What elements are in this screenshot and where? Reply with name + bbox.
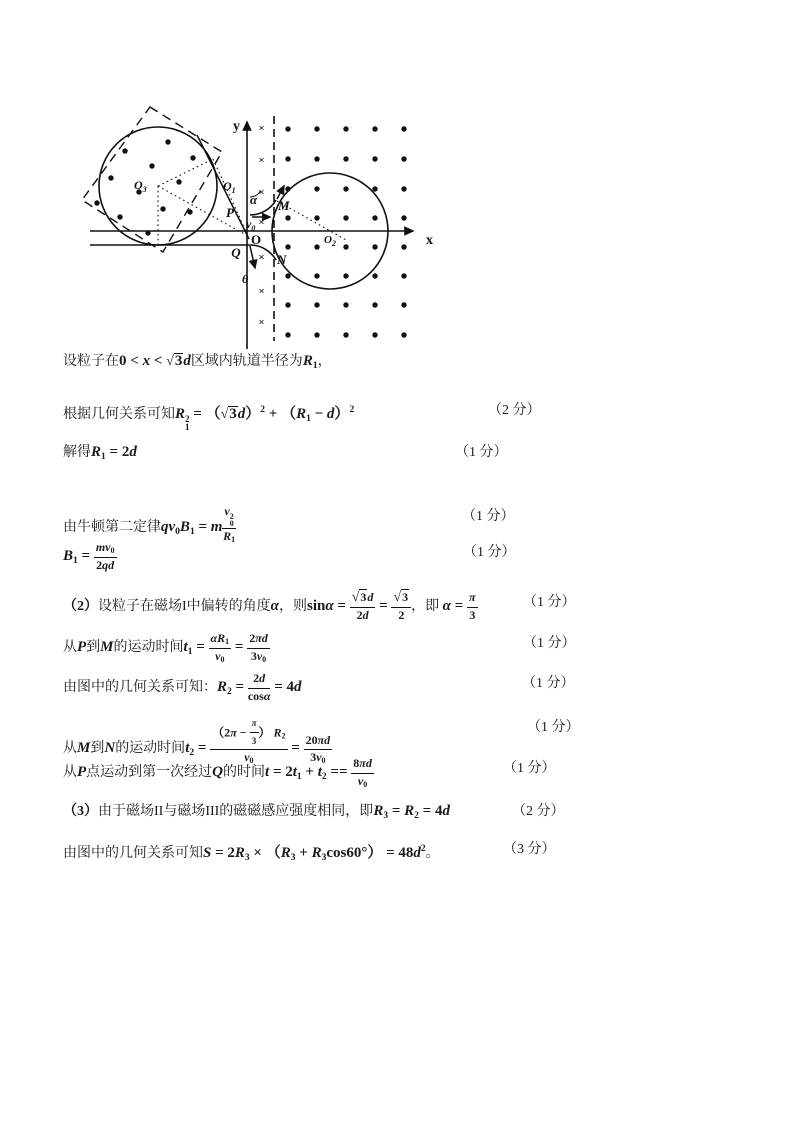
formula-token: v xyxy=(215,648,221,663)
formula-token: 2 xyxy=(349,405,355,415)
formula-token: 到 xyxy=(90,741,105,757)
formula-token: R xyxy=(373,803,384,819)
formula-token: 3 xyxy=(469,607,476,622)
score-badge: （2 分） xyxy=(488,403,541,418)
formula-token: 设粒子在 xyxy=(63,354,119,369)
formula-token: 2 xyxy=(398,607,405,622)
formula-token: 2 xyxy=(260,405,266,415)
formula-token: = xyxy=(287,740,304,757)
formula-token: d xyxy=(362,607,369,622)
solution-line-content xyxy=(63,590,478,622)
score-badge: （1 分） xyxy=(455,445,508,460)
formula-token: 从 xyxy=(63,639,77,655)
o3-label: $O_3$ xyxy=(134,178,147,194)
formula-token: π xyxy=(255,631,262,645)
formula-token: v xyxy=(256,648,263,663)
formula-token: m xyxy=(95,540,106,554)
formula-token: = xyxy=(192,638,209,655)
formula-token xyxy=(94,541,117,573)
score-badge: （1 分） xyxy=(527,720,580,735)
formula-token: = xyxy=(194,740,211,757)
formula-token: M xyxy=(100,638,114,655)
formula-token: 1 xyxy=(189,526,195,537)
formula-token: 的时间 xyxy=(223,764,266,780)
formula-token: √3 xyxy=(166,353,183,369)
formula-token: 3 xyxy=(321,853,327,863)
solution-line xyxy=(63,800,763,828)
formula-token: 从 xyxy=(63,764,77,780)
formula-token: 3 xyxy=(310,750,317,765)
formula-token: R xyxy=(91,444,102,460)
formula-token: α xyxy=(442,597,451,614)
solution-line-content xyxy=(63,445,137,460)
formula-token: 到 xyxy=(86,639,101,655)
formula-token: t xyxy=(292,763,297,780)
formula-token xyxy=(222,505,235,545)
formula-token xyxy=(350,591,376,623)
formula-token: 0 xyxy=(249,756,254,766)
formula-token: 1 xyxy=(101,452,106,462)
formula-token: × （ xyxy=(249,845,281,861)
formula-token: 2 xyxy=(414,811,419,821)
formula-token: + xyxy=(301,763,318,780)
formula-token: q xyxy=(161,518,169,535)
formula-token: d xyxy=(326,406,335,422)
formula-token: 区域内轨道半径为 xyxy=(190,354,303,369)
formula-token: ） xyxy=(334,406,350,422)
formula-token: d xyxy=(183,353,191,369)
solution-line xyxy=(63,632,763,664)
formula-token: + （ xyxy=(265,406,297,422)
formula-token: 的运动时间 xyxy=(113,639,184,655)
formula-token: 3 xyxy=(290,853,296,863)
formula-token: < xyxy=(150,353,167,369)
formula-token: 2 xyxy=(227,686,232,697)
formula-token: （2） xyxy=(63,598,98,614)
formula-token: 由图中的几何关系可知： xyxy=(63,679,217,695)
solution-line-content xyxy=(63,504,236,544)
formula-token: sin xyxy=(306,597,326,614)
formula-token: α xyxy=(325,597,334,614)
formula-token: 0 xyxy=(321,756,326,766)
score-badge: （1 分） xyxy=(503,761,556,776)
formula-token: t xyxy=(265,763,270,780)
formula-token: R xyxy=(311,845,322,861)
formula-token: d xyxy=(237,406,246,422)
formula-token: 1 xyxy=(225,637,230,646)
formula-token: cos xyxy=(247,688,264,703)
solution-line-content xyxy=(63,804,450,819)
theta-label: θ xyxy=(242,272,249,286)
formula-token: v xyxy=(105,540,111,554)
formula-token: 3 xyxy=(383,811,389,821)
formula-token: B xyxy=(63,547,74,564)
formula-token: π xyxy=(251,718,257,728)
formula-token: 点运动到第一次经过 xyxy=(86,764,213,780)
formula-token: = 2 xyxy=(211,845,235,861)
formula-token: 2 0 xyxy=(229,512,234,528)
formula-token: α xyxy=(210,631,218,645)
formula-token: 由牛顿第二定律 xyxy=(63,519,161,535)
field-in-cross: × xyxy=(258,216,265,229)
formula-token: π xyxy=(230,725,237,740)
formula-token: d xyxy=(108,557,115,572)
solution-line xyxy=(63,672,763,704)
solution-line xyxy=(63,505,763,545)
formula-token: = xyxy=(375,597,392,614)
formula-token: R xyxy=(234,845,245,861)
formula-token: 3 xyxy=(174,353,183,369)
point-q-label: Q xyxy=(231,245,241,260)
formula-token: v xyxy=(316,750,322,765)
formula-token: = 4 xyxy=(418,803,443,819)
formula-token: x xyxy=(142,353,151,369)
score-badge: （1 分） xyxy=(523,595,576,610)
formula-token: v xyxy=(357,773,364,788)
formula-token: 。 xyxy=(425,846,440,861)
formula-token: 1 xyxy=(73,555,78,566)
formula-token: t xyxy=(317,763,322,780)
field-in-cross: × xyxy=(258,316,265,329)
formula-token: − xyxy=(310,406,327,422)
formula-token: 1 xyxy=(296,771,302,782)
formula-token: R xyxy=(280,845,291,861)
y-axis-label: y xyxy=(233,119,240,134)
formula-token xyxy=(351,757,374,789)
formula-token: √3 xyxy=(351,590,367,605)
origin-label: O xyxy=(251,232,262,247)
formula-token: v xyxy=(168,518,176,535)
o1-label: $O_1$ xyxy=(223,179,236,195)
formula-token: P xyxy=(77,763,87,780)
formula-token: √3 xyxy=(393,590,409,605)
alpha-label: α xyxy=(250,192,258,207)
formula-token: √3 xyxy=(220,406,237,422)
formula-token: m xyxy=(210,518,223,535)
formula-token xyxy=(467,591,478,623)
formula-token: 1 xyxy=(312,361,318,371)
solution-line-content xyxy=(63,756,374,789)
formula-token: π xyxy=(359,756,366,770)
formula-token: B xyxy=(179,518,190,535)
field-in-cross: × xyxy=(258,122,265,135)
formula-token: R xyxy=(296,406,307,422)
formula-token: Q xyxy=(212,763,224,780)
formula-token: d xyxy=(413,845,421,861)
formula-token: 2 xyxy=(420,844,426,854)
formula-token: d xyxy=(365,756,372,770)
formula-token: = xyxy=(450,597,468,614)
formula-token: 3 xyxy=(360,590,367,604)
formula-token: 0 xyxy=(363,779,368,789)
formula-token: π xyxy=(317,732,325,747)
formula-token xyxy=(247,632,270,664)
formula-token: d xyxy=(367,590,374,604)
solution-line xyxy=(63,757,763,789)
formula-token: 设粒子在磁场I中偏转的角度 xyxy=(98,598,271,614)
formula-token: S xyxy=(203,845,212,861)
formula-token: d xyxy=(324,732,331,747)
formula-token: （2 xyxy=(212,725,231,740)
formula-token: 3 xyxy=(251,735,257,746)
formula-token: = xyxy=(194,518,211,535)
formula-token: = 2 xyxy=(269,763,293,780)
formula-token: 2 xyxy=(249,631,256,645)
formula-token: 3 xyxy=(250,648,257,663)
solution-line-content xyxy=(63,846,440,861)
solution-line xyxy=(63,591,763,623)
field-in-cross: × xyxy=(258,285,265,298)
formula-token: R xyxy=(217,631,226,645)
formula-token: ，即 xyxy=(411,598,443,614)
formula-token: 由图中的几何关系可知 xyxy=(63,846,203,861)
formula-token: 0 xyxy=(262,654,267,664)
formula-token: 8 xyxy=(353,756,360,770)
score-badge: （1 分） xyxy=(522,676,575,691)
formula-token: 从 xyxy=(63,741,77,757)
solution-line xyxy=(63,350,763,378)
formula-token xyxy=(250,716,259,748)
solution-line xyxy=(63,541,763,573)
formula-token: 2 xyxy=(189,748,195,759)
solution-line-content xyxy=(63,540,117,572)
formula-token: 3 xyxy=(402,590,409,604)
formula-token: 0 < xyxy=(119,353,143,369)
formula-token: v xyxy=(244,750,250,765)
formula-token: 2 1 xyxy=(185,414,190,432)
solution-line-content xyxy=(63,718,332,766)
formula-token: = xyxy=(231,678,248,695)
formula-token: α xyxy=(270,597,279,614)
formula-token: ） xyxy=(245,406,261,422)
formula-token: 2 xyxy=(356,607,363,622)
formula-token: d xyxy=(442,803,450,819)
formula-token xyxy=(209,632,232,664)
formula-token: P xyxy=(77,638,87,655)
formula-token xyxy=(248,672,271,704)
formula-token: = 2 xyxy=(105,444,130,460)
formula-token: 0 xyxy=(220,654,225,664)
field-in-cross: × xyxy=(258,186,265,199)
formula-token: M xyxy=(77,740,91,757)
solution-line-content xyxy=(63,405,355,432)
field-in-cross: × xyxy=(258,154,265,167)
formula-token: == xyxy=(326,763,352,780)
formula-token: cos60°） = 48 xyxy=(326,845,414,861)
formula-token: − xyxy=(236,725,250,740)
formula-token: 20 xyxy=(305,732,318,747)
solution-line-content xyxy=(63,671,302,703)
formula-token: = 4 xyxy=(270,678,295,695)
formula-token: = xyxy=(333,597,350,614)
formula-token: α xyxy=(263,688,271,703)
formula-token: 3 xyxy=(244,853,250,863)
formula-token: 2 xyxy=(96,557,103,572)
solution-line-content xyxy=(63,631,270,664)
formula-token: 1 xyxy=(306,414,311,424)
formula-token: 根据几何关系可知 xyxy=(63,407,175,422)
point-m-label: M xyxy=(278,198,290,213)
score-badge: （1 分） xyxy=(523,636,576,651)
formula-token: 由于磁场II与磁场III的磁磁感应强度相同，即 xyxy=(98,804,374,819)
formula-token: = xyxy=(77,547,94,564)
x-axis-label: x xyxy=(426,233,433,248)
formula-token: 0 xyxy=(110,546,115,555)
score-badge: （1 分） xyxy=(462,509,515,524)
point-p-label: P xyxy=(226,205,234,220)
formula-token: R xyxy=(223,529,232,543)
formula-token: 0 xyxy=(175,526,180,537)
formula-token: N xyxy=(104,740,116,757)
score-badge: （3 分） xyxy=(503,842,556,857)
field-in-cross: × xyxy=(258,251,265,264)
solution-line xyxy=(63,838,763,870)
formula-token xyxy=(391,591,411,623)
formula-token: ， xyxy=(317,354,332,369)
formula-token: 3 xyxy=(229,406,237,422)
v0-label: $v_0$ xyxy=(246,217,256,233)
formula-token: 2 xyxy=(281,731,286,741)
o2-label: $O_2$ xyxy=(324,234,336,248)
solution-line xyxy=(63,399,763,431)
formula-token: q xyxy=(102,557,109,572)
formula-token: R xyxy=(302,353,313,369)
formula-token: + xyxy=(295,845,312,861)
formula-token: R xyxy=(404,803,415,819)
formula-token: 的运动时间 xyxy=(115,741,186,757)
formula-token: π xyxy=(469,590,476,604)
formula-token: （3） xyxy=(63,804,98,819)
formula-token: = （ xyxy=(189,406,221,422)
formula-token: = xyxy=(388,803,405,819)
formula-token: t xyxy=(183,638,188,655)
formula-token: 解得 xyxy=(63,445,91,460)
formula-token: d xyxy=(261,631,268,645)
formula-token: v xyxy=(224,504,230,518)
formula-token: R xyxy=(175,406,186,422)
solution-line-content xyxy=(63,354,332,369)
formula-token: 1 xyxy=(231,535,236,544)
formula-token: = xyxy=(231,638,248,655)
formula-token: R xyxy=(273,725,282,740)
formula-token: d xyxy=(294,678,302,695)
formula-token: ） xyxy=(258,725,274,740)
formula-token: R xyxy=(217,678,228,695)
formula-token: 1 xyxy=(187,646,193,657)
formula-token: 2 xyxy=(253,671,260,685)
solution-line xyxy=(63,441,763,469)
formula-token: ，则 xyxy=(278,598,307,614)
formula-token: t xyxy=(185,740,190,757)
point-n-label: N xyxy=(277,252,287,267)
formula-token: 2 xyxy=(321,771,327,782)
formula-token: d xyxy=(129,444,137,460)
formula-token: d xyxy=(259,671,266,685)
score-badge: （2 分） xyxy=(512,804,565,819)
score-badge: （1 分） xyxy=(463,545,516,560)
